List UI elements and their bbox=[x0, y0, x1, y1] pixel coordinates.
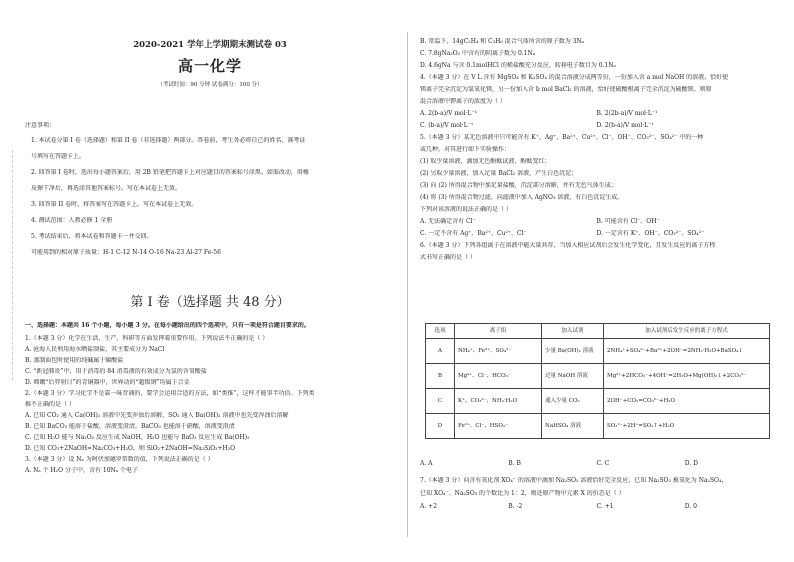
option: B. 可能含有 Cl⁻、OH⁻ bbox=[596, 218, 660, 225]
table-cell: SO₃²⁻+2H⁺=SO₂↑+H₂O bbox=[604, 414, 770, 439]
step: (4) 将 (3) 所得混合物过滤，向滤液中加入 AgNO₃ 溶液，有白色沉淀生成。 bbox=[420, 194, 624, 201]
option-row bbox=[420, 230, 773, 238]
table-cell: Mg²⁺、Cl⁻、HCO₃⁻ bbox=[455, 364, 542, 389]
option: C. 已知 H₂O 能与 Na₂O₂ 反应生成 NaOH，H₂O 也能与 BaO₂ 反应生成 Ba(OH)₂ bbox=[25, 434, 250, 441]
column-header: 加入试剂后发生反应的离子方程式 bbox=[604, 324, 770, 339]
question-stem: 镁离子完全沉淀为氢氧化镁，另一份加入含 b mol BaCl₂ 的溶液，恰好使硫酸根离子完全沉淀为硫酸钡。则原 bbox=[420, 86, 712, 93]
option: B. 已知 BaCO₃ 能溶于盐酸，溶液变澄清，BaCO₃ 也能溶于硝酸，溶液变澄清 bbox=[25, 423, 235, 430]
option: A. +2 bbox=[420, 503, 437, 510]
option: A. 沧海人民利用海水晒盐制盐，其主要成分为 NaCl bbox=[25, 346, 165, 353]
time-info: （考试时间：90 分钟 试卷满分：100 分） bbox=[157, 82, 263, 88]
question-stem: 2.（本题 3 分）学习化学不是靠一味背诵的，要学会运用合适的方法，如“类推”，这样才能事半功倍。下列类 bbox=[25, 390, 315, 397]
table-cell: D bbox=[426, 414, 455, 439]
option: B. 2(2b-a)/V mol·L⁻¹ bbox=[596, 110, 658, 117]
question-6 bbox=[420, 242, 773, 262]
subject-title: 高一化学 bbox=[177, 57, 242, 75]
option: D. 嫦娥“后羿射日”的青铜器中，世界动的“超级钢”均属于合金 bbox=[25, 379, 190, 386]
question-stem: 5.（本题 3 分）某无色溶液中只可能含有 K⁺、Ag⁺、Ba²⁺、Cu²⁺、Cl⁻、OH⁻、CO₃²⁻、SO₄²⁻ 中的一种 bbox=[420, 134, 704, 141]
table-cell: 少量 Ba(OH)₂ 溶液 bbox=[542, 339, 604, 364]
table-cell: Mg²⁺+2HCO₃⁻+4OH⁻=2H₂O+Mg(OH)₂↓+2CO₃²⁻ bbox=[604, 364, 770, 389]
note-line: 4. 测试范围：人教必修 1 全册 bbox=[31, 217, 113, 224]
column-header: 加入试剂 bbox=[542, 324, 604, 339]
question-6-options bbox=[420, 460, 773, 468]
column-header: 离子组 bbox=[455, 324, 542, 339]
note-line: 2. 回答第 I 卷时，选出每小题答案后，用 2B 铅笔把答题卡上对应题目的答案标号涂黑。如需改动，用橡 bbox=[31, 169, 309, 176]
question-stem: 3.（本题 3 分）设 Nₐ 为阿伏加德罗常数的值，下列说法正确的是（ ） bbox=[25, 456, 214, 463]
option: B. 蒸制面包时使用的纯碱属于碳酸盐 bbox=[25, 357, 124, 364]
option: B. 常温下，14gC₂H₄ 和 C₃H₆ 混合气体所含的原子数为 3Nₐ bbox=[420, 38, 584, 45]
option: C. +1 bbox=[596, 503, 614, 510]
questions-right bbox=[420, 38, 773, 262]
question-stem: 下列对该溶液的说法正确的是（ ） bbox=[420, 206, 512, 213]
table-cell: B bbox=[426, 364, 455, 389]
notes-title: 注意事项： bbox=[25, 122, 56, 129]
table-cell: K⁺、CO₃²⁻、NH₃·H₂O bbox=[455, 389, 542, 414]
reaction-table bbox=[425, 323, 770, 439]
option: A. Nₐ 个 H₂O 分子中，含有 10Nₐ 个电子 bbox=[25, 467, 139, 474]
table-header-row bbox=[426, 324, 770, 339]
note-line: 皮擦干净后，再选涂其他答案标号。写在本试卷上无效。 bbox=[31, 185, 182, 192]
step: (3) 向 (2) 所得混合物中加足量盐酸，沉淀部分溶解，并有无色气体生成； bbox=[420, 182, 617, 189]
question-5 bbox=[420, 134, 773, 238]
questions-right-bottom bbox=[420, 460, 773, 511]
question-stem: 已知 XO₄⁻、Na₂SO₃ 的个数比为 1：2，则还原产物中元素 X 的价态是（ ） bbox=[420, 490, 625, 497]
binding-line bbox=[2, 150, 13, 380]
option: B. B bbox=[508, 460, 521, 467]
option: A. 2(b-a)/V mol·L⁻¹ bbox=[420, 110, 478, 117]
question-stem: 1.（本题 3 分）化学在生活、生产、科研等方面发挥着重要作用。下列说法不正确的是（ ） bbox=[25, 335, 269, 342]
option: C. (b-a)/V mol·L⁻¹ bbox=[420, 122, 474, 129]
column-header: 选项 bbox=[426, 324, 455, 339]
option-row bbox=[420, 122, 773, 130]
step: (1) 取少量溶液，滴加无色酚酞试液，酚酞变红； bbox=[420, 158, 551, 165]
option: D. 已知 CO₂+2NaOH=Na₂CO₃+H₂O，则 SiO₂+2NaOH=Na₂SiO₃+H₂O bbox=[25, 445, 236, 452]
question-3-continued bbox=[420, 38, 773, 70]
table-cell: Fe²⁺、Cl⁻、HSO₃⁻ bbox=[455, 414, 542, 439]
question-stem: 7.（本题 3 分）向含有氧化剂 XO₄⁻ 的溶液中滴加 Na₂SO₃ 溶液恰好完全反应，已知 Na₂SO₃ 被氧化为 Na₂SO₄， bbox=[420, 477, 728, 484]
option: D. 2(b-a)/V mol·L⁻¹ bbox=[596, 122, 654, 129]
option: D. D bbox=[684, 460, 698, 467]
table-cell: A bbox=[426, 339, 455, 364]
table-cell: C bbox=[426, 389, 455, 414]
note-line: 1. 本试卷分第 I 卷（选择题）和第 II 卷（非选择题）两部分。答卷前，考生务必将自己的姓名、准考证 bbox=[31, 137, 306, 144]
table-cell: 2OH⁻+CO₂=CO₃²⁻+H₂O bbox=[604, 389, 770, 414]
table-cell: 2NH₄⁺+SO₄²⁻+Ba²⁺+2OH⁻=2NH₃·H₂O+BaSO₄↓ bbox=[604, 339, 770, 364]
option: A. 无法确定含有 Cl⁻ bbox=[420, 218, 476, 225]
notes-block bbox=[25, 122, 395, 257]
option: C. “新冠肺炎”中，用于消毒的 84 消毒液的有效成分为氯的含氧酸盐 bbox=[25, 368, 207, 375]
section-title: 第 I 卷（选择题 共 48 分） bbox=[130, 295, 290, 310]
option-row bbox=[420, 218, 773, 226]
table-cell: NH₄⁺、Fe³⁺、SO₄²⁻ bbox=[455, 339, 542, 364]
option: D. 0 bbox=[684, 503, 697, 510]
table-row bbox=[426, 364, 770, 389]
option: A. 已知 CO₂ 通入 Ca(OH)₂ 溶液中先变浑浊后溶解，SO₂ 通入 Ba(OH)₂ 溶液中也先变浑浊后溶解 bbox=[25, 412, 289, 419]
table-row bbox=[426, 339, 770, 364]
question-2 bbox=[25, 390, 395, 453]
option: B. -2 bbox=[508, 503, 523, 510]
option: C. 7.8gNa₂O₂ 中含有的阴离子数为 0.1Nₐ bbox=[420, 50, 536, 57]
option: A. A bbox=[420, 460, 433, 467]
table-cell: 通入少量 CO₂ bbox=[542, 389, 604, 414]
column-divider bbox=[407, 32, 408, 537]
questions-left bbox=[25, 322, 395, 475]
question-3 bbox=[25, 456, 395, 475]
question-4 bbox=[420, 74, 773, 130]
option: C. C bbox=[596, 460, 610, 467]
atomic-mass-line: 可能用到的相对原子质量：H-1 C-12 N-14 O-16 Na-23 Al-27 Fe-56 bbox=[31, 249, 221, 256]
instruction: 一、选择题：本题共 16 个小题，每小题 3 分。在每小题给出的四个选项中，只有一项是符合题目要求的。 bbox=[25, 322, 310, 329]
option: D. 一定含有 K⁺、OH⁻、CO₃²⁻、SO₄²⁻ bbox=[596, 230, 705, 237]
option-row bbox=[420, 110, 773, 118]
option: D. 4.6gNa 与含 0.1molHCl 的稀盐酸充分反应，转移电子数目为 0.1Nₐ bbox=[420, 62, 616, 69]
exam-title: 2020-2021 学年上学期期末测试卷 03 bbox=[133, 40, 287, 50]
table-row bbox=[426, 414, 770, 439]
question-stem: 混合溶液中钾离子的浓度为（ ） bbox=[420, 98, 506, 105]
table-cell: 过量 NaOH 溶液 bbox=[542, 364, 604, 389]
question-1 bbox=[25, 335, 395, 387]
note-line: 号填写在答题卡上。 bbox=[31, 153, 86, 160]
question-stem: 或几种，对其进行如下实验操作： bbox=[420, 146, 511, 153]
table-cell: NaHSO₄ 溶液 bbox=[542, 414, 604, 439]
table-row bbox=[426, 389, 770, 414]
option-row bbox=[420, 503, 773, 511]
note-line: 3. 回答第 II 卷时，将答案写在答题卡上。写在本试卷上无效。 bbox=[31, 201, 198, 208]
question-7 bbox=[420, 477, 773, 511]
note-line: 5. 考试结束后，将本试卷和答题卡一并交回。 bbox=[31, 233, 153, 240]
question-stem: 式书写正确的是（ ） bbox=[420, 254, 476, 261]
option: C. 一定不含有 Ag⁺、Ba²⁺、Cu²⁺、Cl⁻ bbox=[420, 230, 527, 237]
question-stem: 6.（本题 3 分）下列各组离子在溶液中能大量共存，当加入相应试剂后会发生化学变化，且发生反应的离子方程 bbox=[420, 242, 716, 249]
question-stem: 4.（本题 3 分）在 V L 含有 MgSO₄ 和 K₂SO₄ 的混合溶液分成两等份，一份加入含 a mol NaOH 的溶液，恰好使 bbox=[420, 74, 729, 81]
question-stem: 推不正确的是（ ） bbox=[25, 401, 75, 408]
step: (2) 另取少量溶液，加入足量 BaCl₂ 溶液，产生白色沉淀； bbox=[420, 170, 578, 177]
